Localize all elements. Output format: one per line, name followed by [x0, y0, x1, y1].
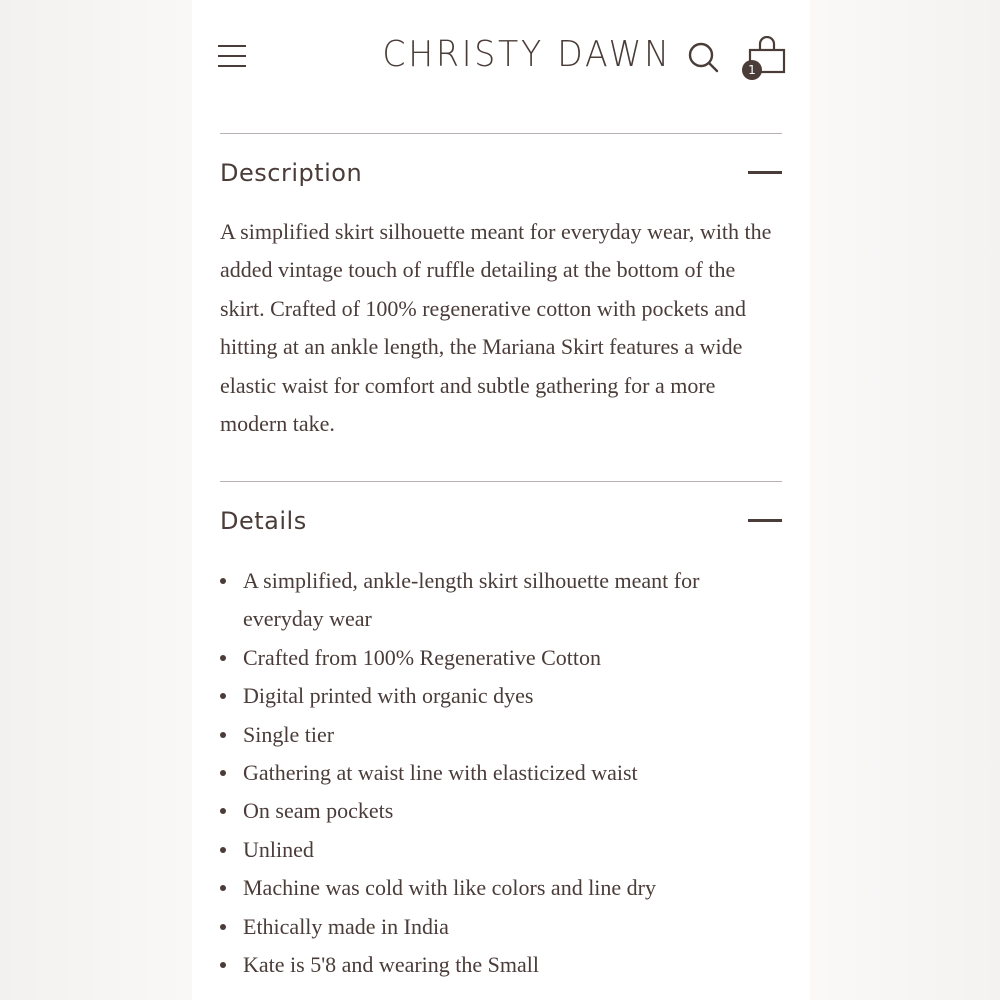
list-item: Kate is 5'8 and wearing the Small	[220, 946, 780, 984]
divider-top	[220, 133, 782, 134]
list-item: On seam pockets	[220, 792, 780, 830]
list-item: Gathering at waist line with elasticized waist	[220, 754, 780, 792]
list-item: Ethically made in India	[220, 908, 780, 946]
page-background-right	[810, 0, 1000, 1000]
search-icon[interactable]	[686, 40, 720, 74]
details-title: Details	[220, 507, 307, 535]
list-item: Single tier	[220, 716, 780, 754]
details-list	[220, 562, 780, 984]
list-item: A simplified, ankle-length skirt silhouette meant for everyday wear	[220, 562, 780, 639]
site-header	[192, 0, 810, 120]
list-item: Machine was cold with like colors and line dry	[220, 869, 780, 907]
description-body: A simplified skirt silhouette meant for everyday wear, with the added vintage touch of ruffle detailing at the bottom of the skirt. Crafted of 100% regenerative cotton with pockets and hitting at an ankle length, the Mariana Skirt features a wide elastic waist for comfort and subtle gathering for a more modern take.	[220, 219, 772, 437]
description-accordion-header[interactable]	[220, 153, 782, 193]
details-accordion-header[interactable]	[220, 501, 782, 541]
description-title: Description	[220, 159, 363, 187]
page-background-left	[0, 0, 192, 1000]
cart-button[interactable]	[740, 36, 788, 82]
minus-icon	[748, 519, 782, 522]
divider-middle	[220, 481, 782, 482]
list-item: Unlined	[220, 831, 780, 869]
minus-icon	[748, 171, 782, 174]
cart-count-badge: 1	[742, 60, 762, 80]
mobile-viewport	[192, 0, 810, 1000]
brand-logo[interactable]: CHRISTY DAWN	[382, 34, 672, 75]
list-item: Digital printed with organic dyes	[220, 677, 780, 715]
list-item: Crafted from 100% Regenerative Cotton	[220, 639, 780, 677]
hamburger-menu-icon[interactable]	[218, 42, 248, 72]
